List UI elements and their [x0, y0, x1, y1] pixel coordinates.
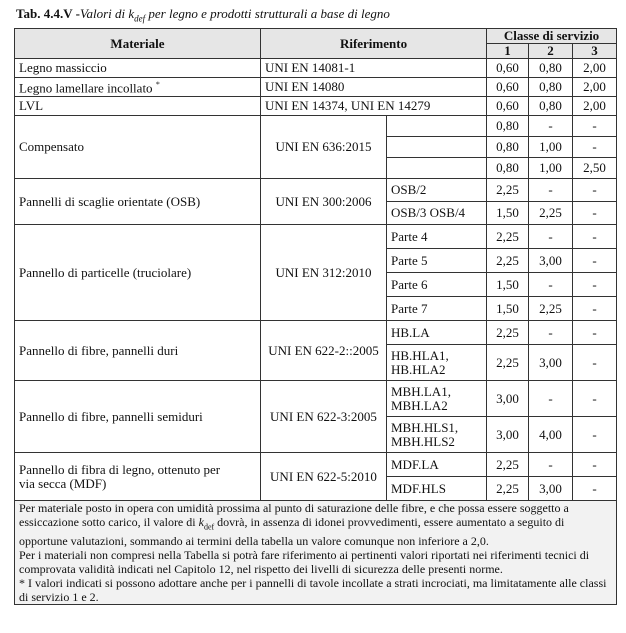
table-row — [15, 78, 617, 97]
subtype-line: HB.HLA2 — [391, 361, 446, 377]
value-cell: 2,50 — [573, 158, 617, 179]
value-cell: 0,80 — [487, 137, 529, 158]
value-cell: - — [529, 321, 573, 345]
value-cell: 2,25 — [529, 297, 573, 321]
value-cell: 2,25 — [487, 453, 529, 477]
value-cell: 2,25 — [487, 477, 529, 501]
kdef-table — [14, 28, 617, 605]
note-k-subscript: def — [203, 522, 215, 532]
value-cell: 2,00 — [573, 59, 617, 78]
subtype-line: MBH.LA2 — [391, 397, 448, 413]
value-cell: - — [573, 417, 617, 453]
material-cell: LVL — [15, 97, 261, 116]
material-line: Pannello di fibra di legno, ottenuto per — [19, 461, 221, 477]
table-number: Tab. 4.4.V — [16, 6, 73, 21]
material-cell: Pannello di fibre, pannelli duri — [15, 321, 261, 381]
material-cell: Legno massiccio — [15, 59, 261, 78]
value-cell: 2,00 — [573, 97, 617, 116]
value-cell: 3,00 — [487, 417, 529, 453]
value-cell: - — [573, 249, 617, 273]
value-cell: - — [529, 225, 573, 249]
value-cell: 2,25 — [487, 225, 529, 249]
value-cell: - — [573, 321, 617, 345]
table-row — [15, 97, 617, 116]
note-k-symbol: k — [198, 515, 204, 529]
subtype-cell — [387, 116, 487, 137]
material-line: via secca (MDF) — [19, 475, 107, 491]
value-cell: - — [573, 202, 617, 225]
material-cell: Pannello di fibre, pannelli semiduri — [15, 381, 261, 453]
header-classe-1: 1 — [487, 44, 529, 59]
header-riferimento: Riferimento — [261, 29, 487, 59]
table-row — [15, 179, 617, 202]
value-cell: 0,80 — [487, 158, 529, 179]
subtype-cell: MDF.HLS — [387, 477, 487, 501]
caption-text-before: Valori di k — [79, 6, 135, 21]
value-cell: - — [573, 453, 617, 477]
value-cell: 0,60 — [487, 97, 529, 116]
value-cell: 2,25 — [529, 202, 573, 225]
caption-text-after: per legno e prodotti strutturali a base di legno — [145, 6, 390, 21]
footnote-star: * — [155, 80, 160, 90]
subtype-cell: Parte 5 — [387, 249, 487, 273]
value-cell: 3,00 — [529, 477, 573, 501]
note-paragraph — [19, 501, 612, 548]
subtype-cell: Parte 4 — [387, 225, 487, 249]
value-cell: 0,80 — [529, 97, 573, 116]
subtype-cell — [387, 417, 487, 453]
subtype-cell: Parte 6 — [387, 273, 487, 297]
value-cell: 1,50 — [487, 273, 529, 297]
value-cell: 0,80 — [529, 59, 573, 78]
value-cell: - — [573, 137, 617, 158]
table-row — [15, 59, 617, 78]
table-row — [15, 321, 617, 345]
value-cell: - — [573, 381, 617, 417]
value-cell: 2,25 — [487, 249, 529, 273]
subtype-line: MBH.HLS2 — [391, 433, 455, 449]
material-cell — [15, 78, 261, 97]
reference-cell: UNI EN 312:2010 — [261, 225, 387, 321]
value-cell: 0,60 — [487, 78, 529, 97]
material-cell: Pannelli di scaglie orientate (OSB) — [15, 179, 261, 225]
table-row — [15, 225, 617, 249]
caption-subscript: def — [134, 13, 146, 24]
table-caption — [16, 6, 390, 24]
value-cell: - — [573, 273, 617, 297]
value-cell: 1,00 — [529, 158, 573, 179]
value-cell: 0,60 — [487, 59, 529, 78]
value-cell: 2,25 — [487, 179, 529, 202]
subtype-cell — [387, 137, 487, 158]
value-cell: 4,00 — [529, 417, 573, 453]
header-classe-servizio: Classe di servizio — [487, 29, 617, 44]
subtype-cell — [387, 345, 487, 381]
value-cell: - — [529, 179, 573, 202]
value-cell: 3,00 — [487, 381, 529, 417]
value-cell: - — [529, 273, 573, 297]
subtype-line: MBH.HLS1, — [391, 419, 459, 435]
material-cell: Pannello di particelle (truciolare) — [15, 225, 261, 321]
reference-cell: UNI EN 622-3:2005 — [261, 381, 387, 453]
reference-cell: UNI EN 622-5:2010 — [261, 453, 387, 501]
notes-row — [15, 501, 617, 605]
value-cell: - — [529, 381, 573, 417]
material-label: Legno lamellare incollato — [19, 80, 153, 96]
value-cell: 0,80 — [529, 78, 573, 97]
subtype-cell — [387, 158, 487, 179]
header-classe-3: 3 — [573, 44, 617, 59]
subtype-cell: Parte 7 — [387, 297, 487, 321]
table-row — [15, 381, 617, 417]
value-cell: 2,25 — [487, 321, 529, 345]
reference-cell: UNI EN 14081-1 — [261, 59, 487, 78]
note-paragraph: * I valori indicati si possono adottare anche per i pannelli di tavole incollate a strati incrociati, ma limitatamente alle classi di servizio 1 e 2. — [19, 576, 607, 605]
value-cell: - — [573, 116, 617, 137]
reference-cell: UNI EN 300:2006 — [261, 179, 387, 225]
value-cell: - — [529, 116, 573, 137]
notes-cell — [15, 501, 617, 605]
value-cell: 1,00 — [529, 137, 573, 158]
reference-cell: UNI EN 14080 — [261, 78, 487, 97]
table-row — [15, 453, 617, 477]
subtype-line: HB.HLA1, — [391, 347, 449, 363]
note-paragraph: Per i materiali non compresi nella Tabella si potrà fare riferimento ai pertinenti valori riportati nei riferimenti tecnici di comprovata validità indicati nel Capitolo 12, nel rispetto dei livelli di sicurezza delle presenti norme. — [19, 548, 590, 577]
value-cell: 0,80 — [487, 116, 529, 137]
value-cell: 3,00 — [529, 249, 573, 273]
value-cell: 2,00 — [573, 78, 617, 97]
header-materiale: Materiale — [15, 29, 261, 59]
value-cell: 1,50 — [487, 202, 529, 225]
header-classe-2: 2 — [529, 44, 573, 59]
reference-cell: UNI EN 622-2::2005 — [261, 321, 387, 381]
value-cell: 3,00 — [529, 345, 573, 381]
value-cell: - — [573, 345, 617, 381]
table-row — [15, 116, 617, 137]
subtype-line: MBH.LA1, — [391, 383, 451, 399]
note-text: dovrà, in assenza di idonei provvedimenti, essere aumentato a seguito di opportune valutazioni, sommando ai termini della tabella un valore comunque non inferiore a 2,0. — [19, 515, 565, 549]
value-cell: - — [573, 477, 617, 501]
material-cell — [15, 453, 261, 501]
value-cell: - — [573, 179, 617, 202]
reference-cell: UNI EN 14374, UNI EN 14279 — [261, 97, 487, 116]
value-cell: 2,25 — [487, 345, 529, 381]
note-text: Per materiale posto in opera con umidità prossima al punto di saturazione delle fibre, e che possa essere soggetto a essiccazione sotto carico, il valore di — [19, 501, 569, 529]
subtype-cell — [387, 381, 487, 417]
value-cell: - — [573, 297, 617, 321]
subtype-cell: MDF.LA — [387, 453, 487, 477]
subtype-cell: HB.LA — [387, 321, 487, 345]
value-cell: - — [529, 453, 573, 477]
material-cell: Compensato — [15, 116, 261, 179]
caption-dash: - — [72, 6, 80, 21]
value-cell: 1,50 — [487, 297, 529, 321]
subtype-cell: OSB/2 — [387, 179, 487, 202]
value-cell: - — [573, 225, 617, 249]
reference-cell: UNI EN 636:2015 — [261, 116, 387, 179]
subtype-cell: OSB/3 OSB/4 — [387, 202, 487, 225]
